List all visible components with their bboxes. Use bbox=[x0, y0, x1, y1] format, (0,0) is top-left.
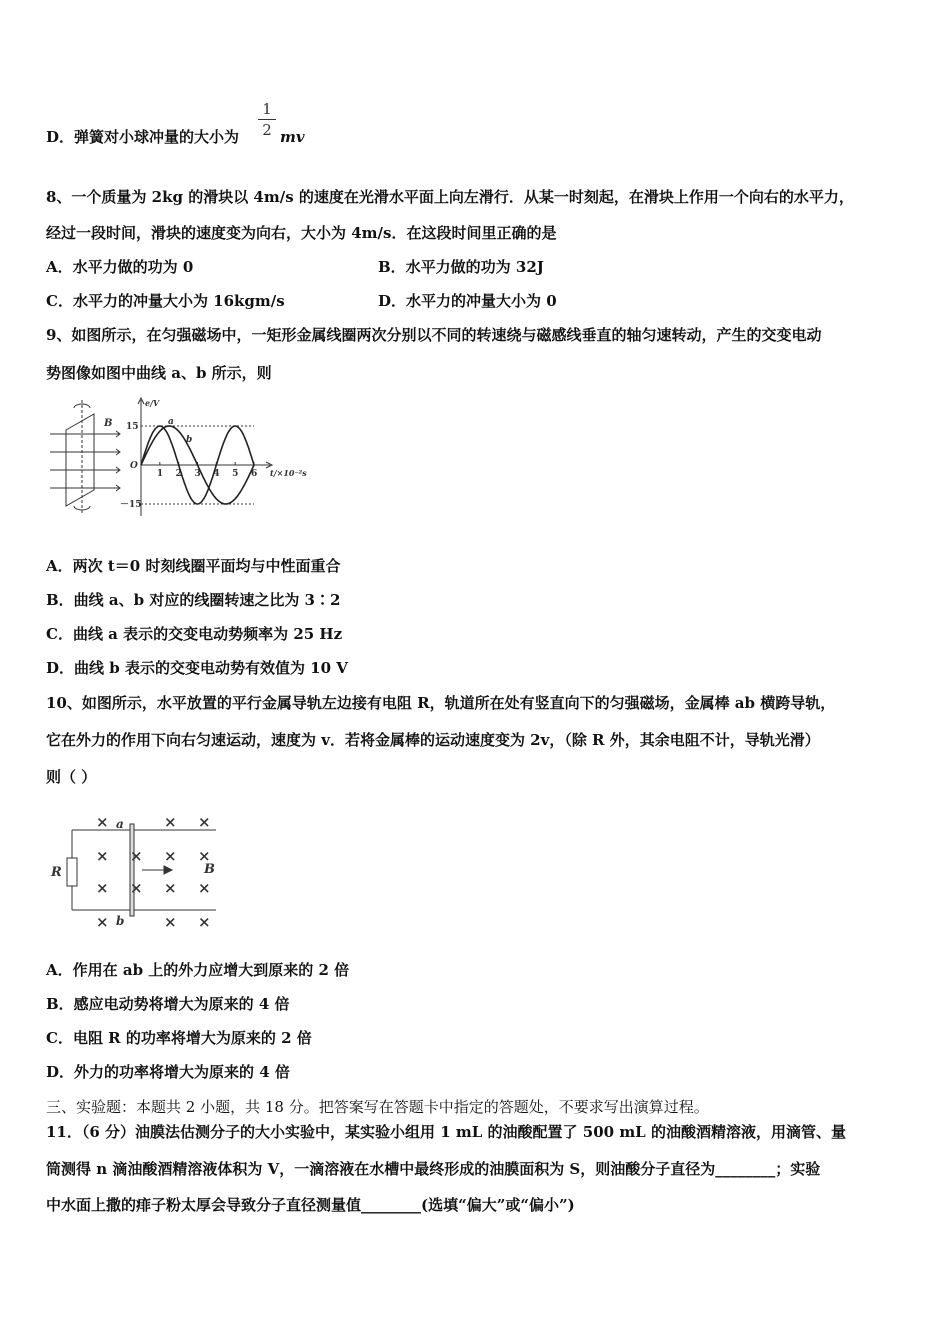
q10-stem-line1: 10、如图所示，水平放置的平行金属导轨左边接有电阻 R，轨道所在处有竖直向下的匀强磁场，金属棒 ab 横跨导轨， bbox=[46, 694, 836, 712]
q10-circuit bbox=[67, 824, 216, 916]
q10-option-c: C．电阻 R 的功率将增大为原来的 2 倍 bbox=[46, 1029, 312, 1047]
q7-option-d: D．弹簧对小球冲量的大小为 bbox=[46, 128, 240, 146]
q9-option-b: B．曲线 a、b 对应的线圈转速之比为 3∶2 bbox=[46, 591, 341, 609]
q9-x-axis-label: t/×10⁻²s bbox=[270, 468, 307, 478]
q10-field-x-mark: × bbox=[96, 847, 109, 865]
q9-figure bbox=[44, 394, 312, 520]
q10-field-x-mark: × bbox=[164, 813, 177, 831]
q8-option-b: B．水平力做的功为 32J bbox=[378, 258, 544, 276]
q10-figure bbox=[46, 806, 226, 936]
q10-option-d: D．外力的功率将增大为原来的 4 倍 bbox=[46, 1063, 290, 1081]
q9-x-tick-label: 1 bbox=[156, 469, 164, 479]
section3-title: 三、实验题：本题共 2 小题，共 18 分。把答案写在答题卡中指定的答题处，不要求写出演算过程。 bbox=[46, 1098, 709, 1116]
q10-field-label: B bbox=[204, 862, 215, 877]
q11-stem-line2: 筒测得 n 滴油酸酒精溶液体积为 V，一滴溶液在水槽中最终形成的油膜面积为 S，则油酸分子直径为________；实验 bbox=[46, 1160, 821, 1178]
q10-field-x-mark: × bbox=[130, 847, 143, 865]
q10-field-x-mark: × bbox=[130, 879, 143, 897]
q9-y-axis-label: e/V bbox=[145, 398, 160, 408]
q8-option-d: D．水平力的冲量大小为 0 bbox=[378, 292, 557, 310]
q9-x-tick-label: 5 bbox=[232, 469, 239, 479]
q8-stem-line2: 经过一段时间，滑块的速度变为向右，大小为 4m/s．在这段时间里正确的是 bbox=[46, 224, 557, 242]
q9-stem-line2: 势图像如图中曲线 a、b 所示，则 bbox=[46, 364, 272, 382]
q7-option-d-suffix: mv bbox=[280, 128, 305, 146]
q8-option-c: C．水平力的冲量大小为 16kgm/s bbox=[46, 292, 285, 310]
q9-x-tick-label: 3 bbox=[194, 469, 201, 479]
q9-curve-a-label: a bbox=[168, 417, 174, 427]
q10-field-x-mark: × bbox=[198, 813, 211, 831]
q9-option-c: C．曲线 a 表示的交变电动势频率为 25 Hz bbox=[46, 625, 343, 643]
q10-rod-end-a: a bbox=[116, 817, 124, 831]
q8-stem-line1: 8、一个质量为 2kg 的滑块以 4m/s 的速度在光滑水平面上向左滑行．从某一时刻起，在滑块上作用一个向右的水平力， bbox=[46, 188, 854, 206]
q9-stem-line1: 9、如图所示，在匀强磁场中，一矩形金属线圈两次分别以不同的转速绕与磁感线垂直的轴匀速转动，产生的交变电动 bbox=[46, 326, 822, 344]
q10-resistor-label: R bbox=[51, 865, 62, 880]
q10-stem-line2: 它在外力的作用下向右匀速运动，速度为 v．若将金属棒的运动速度变为 2v，（除 R 外，其余电阻不计，导轨光滑） bbox=[46, 731, 820, 749]
q8-option-a: A．水平力做的功为 0 bbox=[46, 258, 194, 276]
q10-field-x-mark: × bbox=[164, 847, 177, 865]
q10-field-marks bbox=[96, 813, 211, 931]
q9-x-tick-label: 2 bbox=[175, 469, 182, 479]
q9-x-tick-label: 4 bbox=[213, 469, 220, 479]
q10-option-a: A．作用在 ab 上的外力应增大到原来的 2 倍 bbox=[46, 961, 350, 979]
q9-origin-label: O bbox=[130, 461, 138, 471]
q9-curve-b-label: b bbox=[186, 435, 193, 445]
q10-field-x-mark: × bbox=[96, 879, 109, 897]
q9-field-label: B bbox=[104, 418, 113, 429]
q10-field-x-mark: × bbox=[198, 847, 211, 865]
q9-option-a: A．两次 t＝0 时刻线圈平面均与中性面重合 bbox=[46, 557, 341, 575]
q9-x-tick-label: 6 bbox=[251, 469, 258, 479]
q9-y-max-label: 15 bbox=[126, 422, 139, 432]
q10-field-x-mark: × bbox=[96, 913, 109, 931]
q11-stem-line3: 中水面上撒的痱子粉太厚会导致分子直径测量值________(选填“偏大”或“偏小”) bbox=[46, 1196, 575, 1214]
q10-field-x-mark: × bbox=[164, 879, 177, 897]
q10-stem-line3: 则（ ） bbox=[46, 768, 97, 786]
q10-field-x-mark: × bbox=[198, 913, 211, 931]
fraction-one-half: 1 2 bbox=[258, 100, 276, 139]
q9-option-d: D．曲线 b 表示的交变电动势有效值为 10 V bbox=[46, 659, 348, 677]
q11-stem-line1: 11．（6 分）油膜法估测分子的大小实验中，某实验小组用 1 mL 的油酸配置了 500 mL 的油酸酒精溶液，用滴管、量 bbox=[46, 1123, 846, 1141]
q10-field-x-mark: × bbox=[96, 813, 109, 831]
q10-field-x-mark: × bbox=[164, 913, 177, 931]
q10-field-x-mark: × bbox=[198, 879, 211, 897]
q9-y-min-label: －15 bbox=[120, 500, 142, 510]
q10-rod-end-b: b bbox=[116, 914, 125, 928]
q10-option-b: B．感应电动势将增大为原来的 4 倍 bbox=[46, 995, 290, 1013]
